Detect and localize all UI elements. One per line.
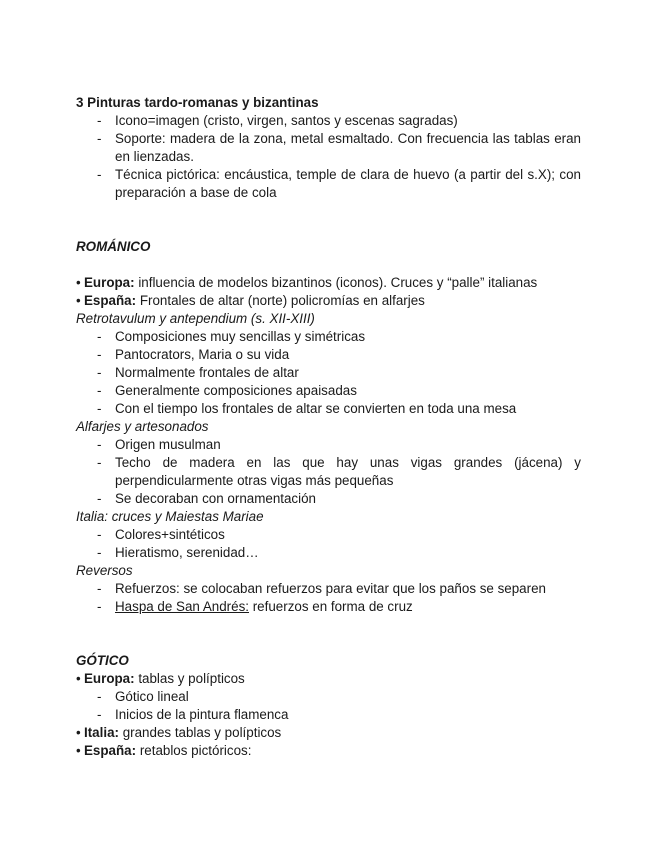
haspa-term: Haspa de San Andrés: [115, 599, 249, 614]
italia-label: Italia: [84, 725, 119, 740]
bullet-icon: • [76, 671, 81, 686]
europa-line [76, 670, 581, 688]
europa-line [76, 274, 581, 292]
espana-line [76, 292, 581, 310]
bullet-icon: • [76, 743, 81, 758]
retro-heading: Retrotavulum y antependium (s. XII-XIII) [76, 311, 315, 326]
italia-heading: Italia: cruces y Maiestas Mariae [76, 509, 264, 524]
list-item: - Gótico lineal [76, 688, 581, 706]
alfarjes-heading: Alfarjes y artesonados [76, 419, 209, 434]
list-item: - Con el tiempo los frontales de altar se convierten en toda una mesa [76, 400, 581, 418]
section-pinturas-tardo-romanas [76, 94, 581, 202]
italia-line [76, 724, 581, 742]
romanico-content [76, 274, 581, 616]
section-title: 3 Pinturas tardo-romanas y bizantinas [76, 95, 319, 110]
espana-label: España: [84, 743, 137, 758]
list-item: - Pantocrators, Maria o su vida [76, 346, 581, 364]
espana-label: España: [84, 293, 137, 308]
europa-label: Europa: [84, 275, 135, 290]
europa-label: Europa: [84, 671, 135, 686]
list-item: - Normalmente frontales de altar [76, 364, 581, 382]
list-item: - Colores+sintéticos [76, 526, 581, 544]
section-romanico [76, 238, 581, 256]
list-item: - Composiciones muy sencillas y simétricas [76, 328, 581, 346]
espana-text: Frontales de altar (norte) policromías en alfarjes [136, 293, 425, 308]
list-item: - Se decoraban con ornamentación [76, 490, 581, 508]
list-item: - Techo de madera en las que hay unas vigas grandes (jácena) y perpendicularmente otras vigas más pequeñas [76, 454, 581, 490]
list-item: - Origen musulman [76, 436, 581, 454]
section-heading: ROMÁNICO [76, 239, 151, 254]
espana-line [76, 742, 581, 760]
bullet-icon: • [76, 293, 81, 308]
list-item: - Refuerzos: se colocaban refuerzos para evitar que los paños se separen [76, 580, 581, 598]
bullet-icon: • [76, 275, 81, 290]
list-item: - Generalmente composiciones apaisadas [76, 382, 581, 400]
europa-text: tablas y polípticos [134, 671, 245, 686]
list-item: - Técnica pictórica: encáustica, temple de clara de huevo (a partir del s.X); con preparación a base de cola [76, 166, 581, 202]
list-item: - Soporte: madera de la zona, metal esmaltado. Con frecuencia las tablas eran en lienzadas. [76, 130, 581, 166]
list-item: - Hieratismo, serenidad… [76, 544, 581, 562]
italia-text: grandes tablas y polípticos [118, 725, 282, 740]
haspa-desc: refuerzos en forma de cruz [249, 599, 413, 614]
list-item: - Inicios de la pintura flamenca [76, 706, 581, 724]
list-item [76, 598, 581, 616]
bullet-icon: • [76, 725, 81, 740]
espana-text: retablos pictóricos: [136, 743, 252, 758]
europa-text: influencia de modelos bizantinos (iconos). Cruces y “palle” italianas [134, 275, 538, 290]
list-item: - Icono=imagen (cristo, virgen, santos y escenas sagradas) [76, 112, 581, 130]
section-heading: GÓTICO [76, 653, 129, 668]
reversos-heading: Reversos [76, 563, 133, 578]
section-gotico [76, 652, 581, 760]
